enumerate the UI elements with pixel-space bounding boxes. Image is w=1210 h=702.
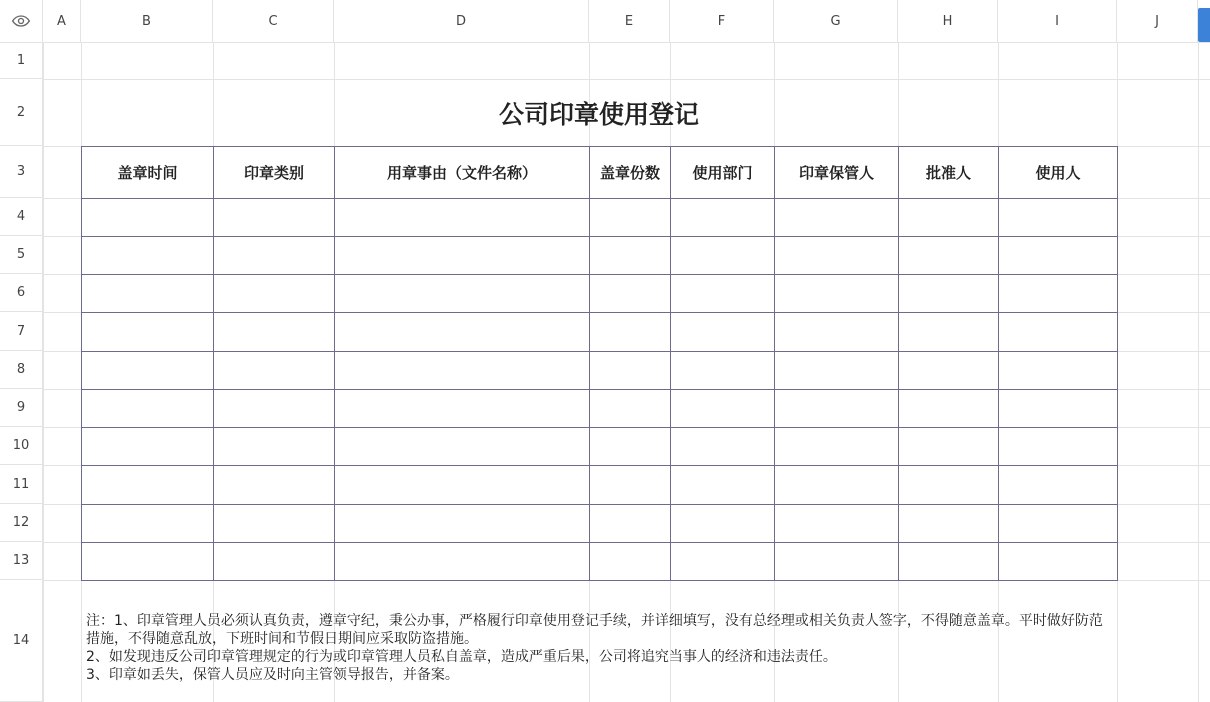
- table-cell[interactable]: [899, 352, 999, 390]
- seal-register-table: [81, 146, 1118, 581]
- table-cell[interactable]: [590, 237, 671, 275]
- horizontal-scroll-marker[interactable]: [1198, 8, 1210, 42]
- table-cell[interactable]: [999, 390, 1118, 428]
- row-header-9[interactable]: 9: [0, 389, 43, 427]
- table-cell[interactable]: [775, 199, 899, 237]
- column-header-a[interactable]: A: [43, 0, 81, 43]
- table-cell[interactable]: [214, 313, 335, 352]
- table-cell[interactable]: [671, 428, 775, 466]
- table-cell[interactable]: [82, 199, 214, 237]
- table-cell[interactable]: [899, 466, 999, 505]
- column-header-j[interactable]: J: [1117, 0, 1198, 43]
- table-cell[interactable]: [335, 390, 590, 428]
- table-cell[interactable]: [671, 275, 775, 313]
- table-cell[interactable]: [775, 275, 899, 313]
- table-cell[interactable]: [999, 313, 1118, 352]
- column-header-b[interactable]: B: [81, 0, 213, 43]
- table-row: [82, 428, 1118, 466]
- column-header-g[interactable]: G: [774, 0, 898, 43]
- header-department[interactable]: 使用部门: [671, 147, 775, 199]
- table-cell[interactable]: [214, 199, 335, 237]
- row-header-1[interactable]: 1: [0, 43, 43, 79]
- table-cell[interactable]: [999, 199, 1118, 237]
- header-seal-purpose[interactable]: 用章事由（文件名称）: [335, 147, 590, 199]
- row-header-5[interactable]: 5: [0, 236, 43, 274]
- table-cell[interactable]: [899, 428, 999, 466]
- table-cell[interactable]: [999, 505, 1118, 543]
- row-header-14[interactable]: 14: [0, 580, 43, 702]
- header-user[interactable]: 使用人: [999, 147, 1118, 199]
- visibility-toggle[interactable]: [0, 0, 43, 43]
- grid-line: [43, 43, 44, 702]
- table-cell[interactable]: [590, 428, 671, 466]
- table-cell[interactable]: [214, 505, 335, 543]
- table-cell[interactable]: [775, 505, 899, 543]
- table-cell[interactable]: [335, 237, 590, 275]
- table-cell[interactable]: [671, 352, 775, 390]
- table-cell[interactable]: [899, 390, 999, 428]
- row-header-7[interactable]: 7: [0, 312, 43, 351]
- table-cell[interactable]: [899, 543, 999, 581]
- table-row: [82, 313, 1118, 352]
- table-cell[interactable]: [899, 237, 999, 275]
- table-cell[interactable]: [214, 428, 335, 466]
- table-cell[interactable]: [899, 505, 999, 543]
- table-cell[interactable]: [214, 466, 335, 505]
- table-cell[interactable]: [214, 390, 335, 428]
- table-cell[interactable]: [335, 352, 590, 390]
- row-header-6[interactable]: 6: [0, 274, 43, 312]
- table-cell[interactable]: [775, 428, 899, 466]
- table-cell[interactable]: [899, 313, 999, 352]
- table-cell[interactable]: [82, 428, 214, 466]
- table-cell[interactable]: [590, 275, 671, 313]
- table-cell[interactable]: [671, 505, 775, 543]
- row-header-4[interactable]: 4: [0, 198, 43, 236]
- table-cell[interactable]: [590, 466, 671, 505]
- table-cell[interactable]: [775, 390, 899, 428]
- table-cell[interactable]: [671, 199, 775, 237]
- table-cell[interactable]: [999, 466, 1118, 505]
- table-cell[interactable]: [82, 352, 214, 390]
- table-cell[interactable]: [590, 505, 671, 543]
- row-header-11[interactable]: 11: [0, 465, 43, 504]
- column-header-d[interactable]: D: [334, 0, 589, 43]
- table-cell[interactable]: [999, 237, 1118, 275]
- header-seal-keeper[interactable]: 印章保管人: [775, 147, 899, 199]
- table-row: [82, 199, 1118, 237]
- table-cell[interactable]: [775, 466, 899, 505]
- table-cell[interactable]: [82, 313, 214, 352]
- table-row: [82, 390, 1118, 428]
- table-cell[interactable]: [335, 275, 590, 313]
- table-cell[interactable]: [671, 237, 775, 275]
- note-line-1: 注：1、印章管理人员必须认真负责，遵章守纪，秉公办事，严格履行印章使用登记手续，并详细填写，没有总经理或相关负责人签字，不得随意盖章。平时做好防范措施，不得随意乱放，下班时间和节假日期间应采取防盗措施。: [86, 613, 1103, 647]
- column-header-e[interactable]: E: [589, 0, 670, 43]
- table-cell[interactable]: [671, 543, 775, 581]
- table-cell[interactable]: [590, 543, 671, 581]
- table-cell[interactable]: [335, 428, 590, 466]
- grid-line: [1198, 43, 1199, 702]
- table-cell[interactable]: [214, 275, 335, 313]
- header-seal-time[interactable]: 盖章时间: [82, 147, 214, 199]
- table-cell[interactable]: [335, 313, 590, 352]
- table-cell[interactable]: [671, 466, 775, 505]
- table-cell[interactable]: [335, 543, 590, 581]
- table-cell[interactable]: [335, 199, 590, 237]
- table-cell[interactable]: [82, 275, 214, 313]
- eye-icon: [11, 11, 31, 31]
- table-cell[interactable]: [899, 199, 999, 237]
- table-cell[interactable]: [82, 466, 214, 505]
- column-header-h[interactable]: H: [898, 0, 998, 43]
- table-cell[interactable]: [214, 352, 335, 390]
- header-copies[interactable]: 盖章份数: [590, 147, 671, 199]
- table-cell[interactable]: [999, 428, 1118, 466]
- table-row: [82, 505, 1118, 543]
- table-cell[interactable]: [214, 237, 335, 275]
- table-row: [82, 466, 1118, 505]
- table-cell[interactable]: [899, 275, 999, 313]
- table-cell[interactable]: [999, 275, 1118, 313]
- row-header-2[interactable]: 2: [0, 79, 43, 146]
- table-body: [82, 199, 1118, 581]
- table-cell[interactable]: [335, 505, 590, 543]
- row-header-3[interactable]: 3: [0, 146, 43, 198]
- table-cell[interactable]: [82, 543, 214, 581]
- table-row: [82, 543, 1118, 581]
- table-cell[interactable]: [590, 199, 671, 237]
- note-line-3: 3、印章如丢失，保管人员应及时向主管领导报告，并备案。: [86, 667, 459, 683]
- table-cell[interactable]: [775, 237, 899, 275]
- table-cell[interactable]: [214, 543, 335, 581]
- column-header-i[interactable]: I: [998, 0, 1117, 43]
- table-cell[interactable]: [775, 352, 899, 390]
- table-cell[interactable]: [590, 352, 671, 390]
- table-cell[interactable]: [999, 543, 1118, 581]
- table-cell[interactable]: [671, 313, 775, 352]
- header-approver[interactable]: 批准人: [899, 147, 999, 199]
- note-line-2: 2、如发现违反公司印章管理规定的行为或印章管理人员私自盖章，造成严重后果，公司将追究当事人的经济和违法责任。: [86, 649, 837, 665]
- column-header-f[interactable]: F: [670, 0, 774, 43]
- table-header-row: [82, 147, 1118, 199]
- notes-cell[interactable]: [86, 612, 1110, 684]
- table-cell[interactable]: [335, 466, 590, 505]
- table-cell[interactable]: [590, 390, 671, 428]
- table-row: [82, 275, 1118, 313]
- sheet-title[interactable]: 公司印章使用登记: [498, 99, 699, 129]
- row-header-12[interactable]: 12: [0, 504, 43, 542]
- table-row: [82, 352, 1118, 390]
- row-header-8[interactable]: 8: [0, 351, 43, 389]
- table-cell[interactable]: [775, 313, 899, 352]
- row-header-13[interactable]: 13: [0, 542, 43, 580]
- table-cell[interactable]: [82, 505, 214, 543]
- table-cell[interactable]: [775, 543, 899, 581]
- table-cell[interactable]: [82, 237, 214, 275]
- header-seal-type[interactable]: 印章类别: [214, 147, 335, 199]
- column-header-c[interactable]: C: [213, 0, 334, 43]
- table-row: [82, 237, 1118, 275]
- row-header-10[interactable]: 10: [0, 427, 43, 465]
- table-cell[interactable]: [82, 390, 214, 428]
- table-cell[interactable]: [671, 390, 775, 428]
- table-cell[interactable]: [590, 313, 671, 352]
- table-cell[interactable]: [999, 352, 1118, 390]
